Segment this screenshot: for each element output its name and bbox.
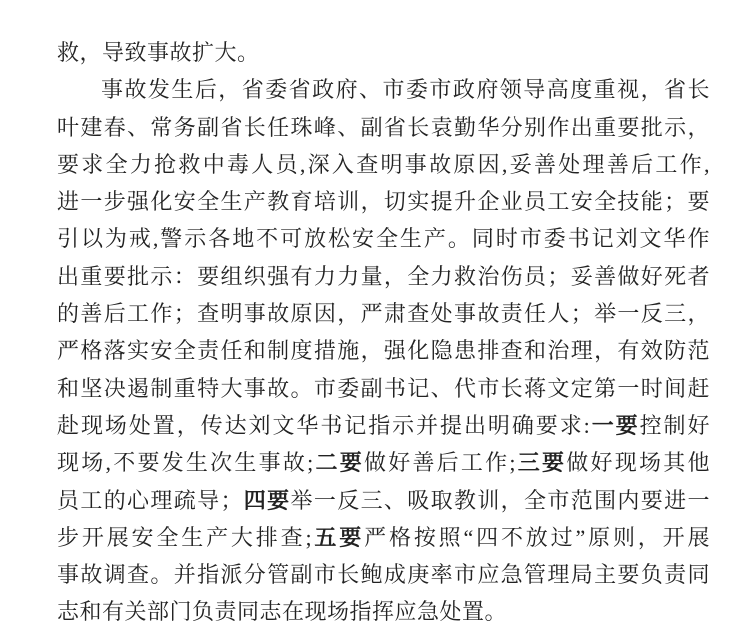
- text-segment: 要求全力抢救中毒人员,深入查明事故原因,妥善处理善后工作,: [57, 151, 710, 177]
- text-line: [57, 34, 710, 71]
- text-segment: 控制好: [639, 412, 710, 438]
- text-segment: 事故发生后，省委省政府、市委市政府领导高度重视，省长: [101, 77, 710, 103]
- text-line: [57, 556, 710, 593]
- text-segment: 引以为戒,警示各地不可放松安全生产。同时市委书记刘文华作: [57, 226, 710, 252]
- text-segment: 和坚决遏制重特大事故。市委副书记、代市长蒋文定第一时间赶: [57, 375, 710, 401]
- text-line: [57, 332, 710, 369]
- text-segment: 进一步强化安全生产教育培训，切实提升企业员工安全技能；要: [57, 189, 710, 215]
- text-segment: 员工的心理疏导；: [57, 487, 243, 513]
- text-segment: 救，导致事故扩大。: [57, 40, 260, 65]
- text-line: [57, 407, 710, 444]
- text-column: [57, 34, 710, 631]
- text-segment: 志和有关部门负责同志在现场指挥应急处置。: [57, 599, 508, 625]
- text-segment: 赴现场处置，传达刘文华书记指示并提出明确要求:: [57, 412, 591, 438]
- text-line: [57, 482, 710, 519]
- emphasis-text: 三要: [516, 450, 567, 476]
- text-segment: 事故调查。并指派分管副市长鲍成庚率市应急管理局主要负责同: [57, 562, 710, 588]
- text-segment: 严格按照“四不放过”原则，开展: [364, 524, 710, 550]
- text-line: [57, 370, 710, 407]
- text-segment: 叶建春、常务副省长任珠峰、副省长袁勤华分别作出重要批示，: [57, 114, 710, 140]
- text-segment: 步开展安全生产大排查;: [57, 524, 313, 550]
- text-line: [57, 220, 710, 257]
- text-line: [57, 519, 710, 556]
- text-line: [57, 109, 710, 146]
- text-line: [57, 146, 710, 183]
- text-segment: 的善后工作；查明事故原因，严肃查处事故责任人；举一反三，: [57, 301, 710, 327]
- text-segment: 做好善后工作;: [363, 450, 517, 476]
- text-segment: 做好现场其他: [566, 450, 710, 476]
- text-segment: 举一反三、吸取教训，全市范围内要进一: [290, 487, 710, 513]
- text-line: [57, 593, 710, 630]
- text-line: [57, 295, 710, 332]
- emphasis-text: 五要: [312, 524, 365, 550]
- emphasis-text: 一要: [590, 412, 640, 438]
- text-line: [57, 71, 710, 108]
- emphasis-text: 二要: [313, 450, 364, 476]
- text-line: [57, 183, 710, 220]
- text-segment: 严格落实安全责任和制度措施，强化隐患排查和治理，有效防范: [57, 338, 710, 364]
- text-segment: 现场,不要发生次生事故;: [57, 450, 314, 476]
- text-line: [57, 258, 710, 295]
- text-segment: 出重要批示：要组织强有力力量，全力救治伤员；妥善做好死者: [57, 263, 710, 289]
- emphasis-text: 四要: [242, 487, 291, 513]
- text-line: [57, 444, 710, 481]
